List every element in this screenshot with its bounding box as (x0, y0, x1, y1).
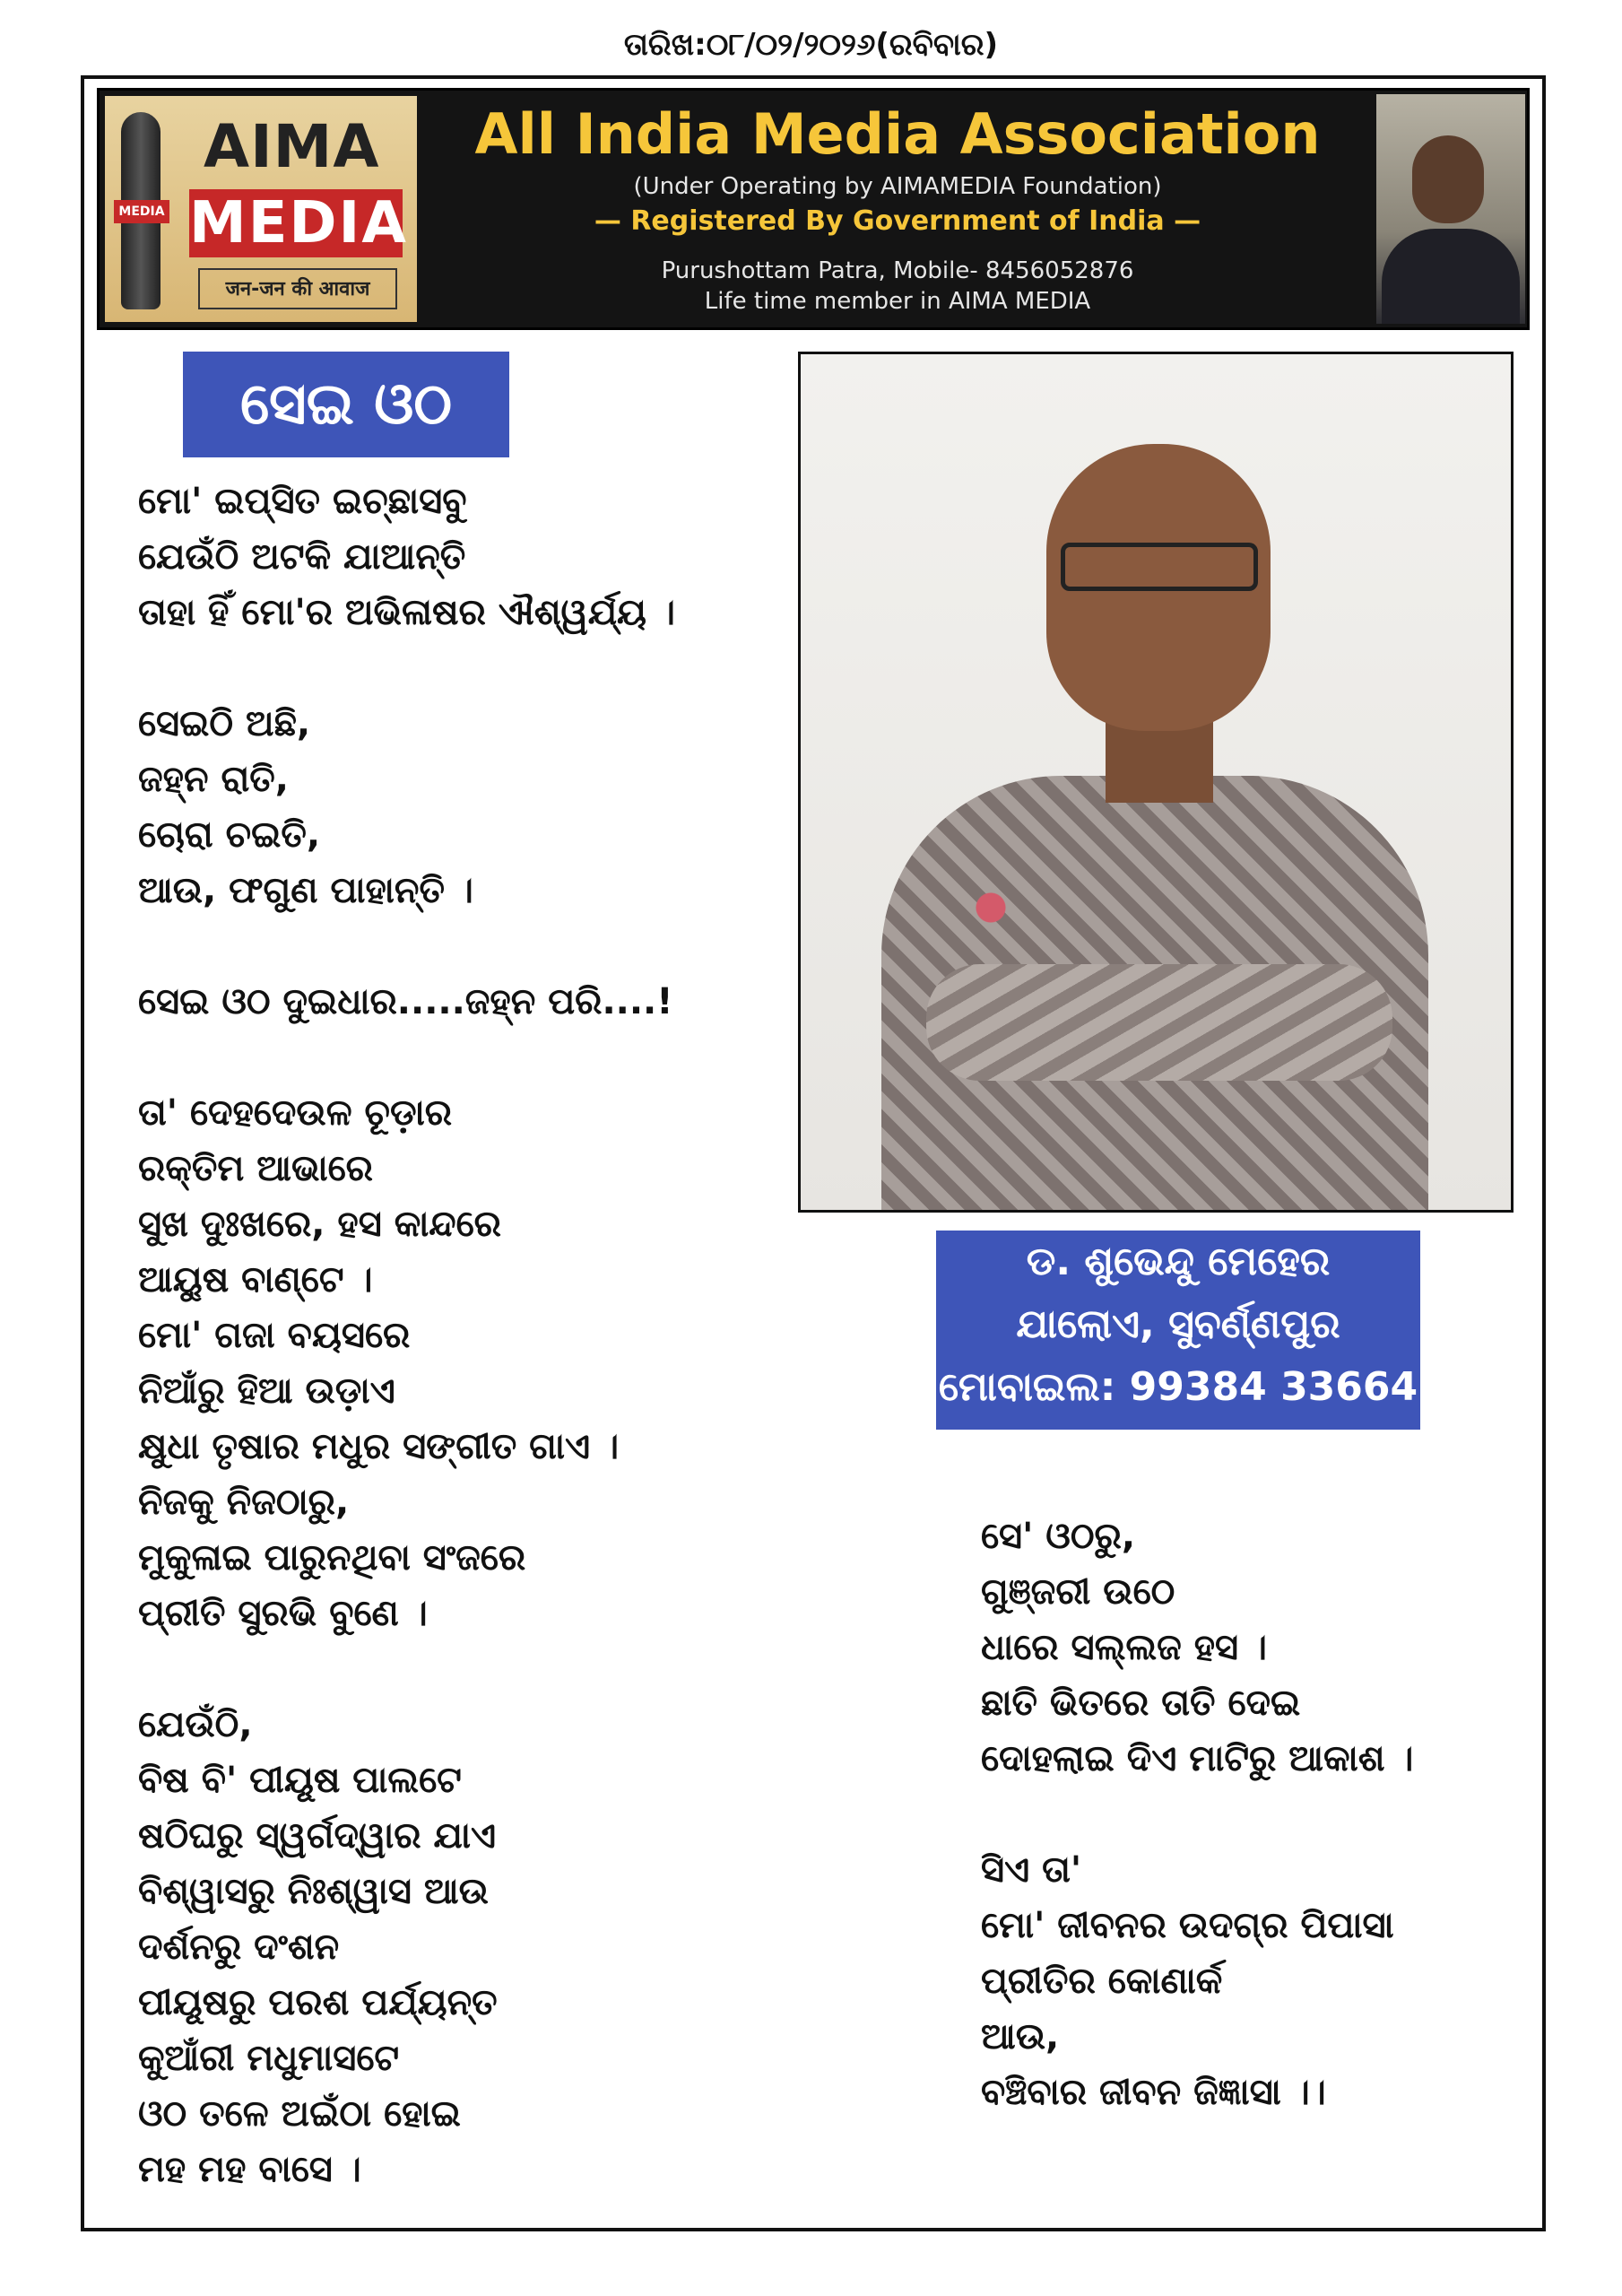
poem-line: ପୀୟୂଷରୁ ପରଶ ପର୍ଯ୍ୟନ୍ତ (138, 1982, 498, 2023)
poem-line: ମୋ' ଜୀବନର ଉଦଗ୍ର ପିପାସା (981, 1905, 1394, 1946)
poem-title: ସେଇ ଓଠ (183, 352, 509, 457)
poem-right-column (981, 1509, 1537, 2120)
poem-line: ଛାତି ଭିତରେ ତାତି ଦେଇ (981, 1683, 1301, 1724)
aima-banner (97, 88, 1530, 330)
banner-title: All India Media Association (474, 101, 1321, 167)
poem-line: ସେ' ଓଠରୁ, (981, 1516, 1136, 1557)
poem-line: ସେଇଠି ଅଛି, (138, 703, 311, 744)
poem-line: ବିଷ ବି' ପୀୟୂଷ ପାଲଟେ (138, 1760, 462, 1801)
mic-tag: MEDIA (114, 200, 169, 223)
stanza-break (981, 1787, 1537, 1842)
member-photo (1376, 94, 1525, 324)
poem-line: କ୍ଷୁଧା ତୃଷାର ମଧୁର ସଙ୍ଗୀତ ଗାଏ । (138, 1426, 620, 1467)
member-photo-body (1382, 229, 1520, 324)
banner-operating: (Under Operating by AIMAMEDIA Foundation) (633, 173, 1162, 200)
stanza-break (138, 1030, 766, 1085)
poem-line: ରକ୍ତିମ ଆଭାରେ (138, 1148, 373, 1189)
poem-line: ଧାରେ ସଲ୍ଲଜ ହସ । (981, 1627, 1268, 1668)
author-mobile: ମୋବାଇଲ: 99384 33664 (938, 1364, 1418, 1410)
stanza-break (138, 1641, 766, 1697)
poem-line: ସେଇ ଓଠ ଦୁଇଧାର.....ଜହ୍ନ ପରି....! (138, 981, 673, 1022)
poem-line: ଯେଉଁଠି ଅଟକି ଯାଆନ୍ତି (138, 536, 466, 578)
author-photo-glasses (1061, 543, 1258, 591)
stanza-break (138, 918, 766, 974)
poem-line: ଆୟୁଷ ବାଣ୍ଟେ । (138, 1259, 373, 1300)
poem-line: ଓଠ ତଳେ ଅଇଁଠା ହୋଇ (138, 2093, 461, 2135)
poem-line: ନିଆଁରୁ ହିଆ ଉଡ଼ାଏ (138, 1370, 395, 1412)
poem-line: ତାହା ହିଁ ମୋ'ର ଅଭିଳାଷର ଐଶ୍ୱର୍ଯ୍ୟ । (138, 592, 675, 633)
logo-tagline: जन-जन की आवाज (198, 268, 397, 309)
poem-line: ବଞ୍ଚିବାର ଜୀବନ ଜିଜ୍ଞାସା ।। (981, 2072, 1326, 2113)
logo-media-text: MEDIA (189, 190, 408, 257)
poem-line: ଦୋହଲାଇ ଦିଏ ମାଟିରୁ ଆକାଶ । (981, 1738, 1414, 1779)
poem-line: ଦର୍ଶନରୁ ଦଂଶନ (138, 1926, 340, 1968)
author-photo (798, 352, 1514, 1213)
author-info (936, 1231, 1420, 1430)
poem-line: ଯେଉଁଠି, (138, 1704, 253, 1745)
poem-line: ପ୍ରୀତିର କୋଣାର୍କ (981, 1961, 1223, 2002)
poem-line: ପ୍ରୀତି ସୁରଭି ବୁଣେ । (138, 1593, 428, 1634)
poem-line: ମୁକୁଳାଇ ପାରୁନଥିବା ସଂଜରେ (138, 1537, 526, 1578)
poem-line: ମୋ' ଇପ୍ସିତ ଇଚ୍ଛାସବୁ (138, 481, 467, 522)
poem-line: ଆଉ, ଫଗୁଣ ପାହାନ୍ତି । (138, 870, 473, 911)
author-photo-arms (926, 964, 1392, 1081)
logo-aima-text: AIMA (204, 112, 380, 181)
author-place: ଯାଲୋଏ, ସୁବର୍ଣ୍ଣପୁର (1016, 1301, 1340, 1347)
stanza-break (138, 640, 766, 696)
poem-line: ଆଉ, (981, 2016, 1060, 2057)
poem-line: ଷଠିଘରୁ ସ୍ୱର୍ଗଦ୍ୱାର ଯାଏ (138, 1815, 497, 1857)
date-line: ତାରିଖ:୦୮/୦୨/୨୦୨୬(ରବିବାର) (623, 27, 999, 63)
poem-line: କୁଆଁରୀ ମଧୁମାସଟେ (138, 2038, 400, 2079)
banner-member-line: Life time member in AIMA MEDIA (704, 288, 1091, 315)
poem-line: ସିଏ ତା' (981, 1849, 1082, 1891)
poem-line: ଗୁଞ୍ଜରୀ ଉଠେ (981, 1571, 1175, 1613)
aima-logo (105, 96, 417, 322)
poem-line: ବିଶ୍ୱାସରୁ ନିଃଶ୍ୱାସ ଆଉ (138, 1871, 489, 1912)
poem-line: ମହ ମହ ବାସେ । (138, 2149, 361, 2190)
poem-line: ସୁଖ ଦୁଃଖରେ, ହସ କାନ୍ଦରେ (138, 1204, 501, 1245)
banner-member-name: Purushottam Patra, Mobile- 8456052876 (661, 257, 1134, 284)
author-name: ଡ. ଶୁଭେନ୍ଦୁ ମେହେର (1026, 1239, 1331, 1284)
poem-line: ମୋ' ଗଜା ବୟସରେ (138, 1315, 411, 1356)
poem-line: ଜହ୍ନ ରାତି, (138, 759, 289, 800)
poem-line: ତା' ଦେହଦେଉଳ ଚୂଡ଼ାର (138, 1092, 453, 1134)
poem-line: ଚୋରା ଚଇତି, (138, 814, 321, 856)
poem-left-column (138, 474, 766, 2197)
poem-line: ନିଜକୁ ନିଜଠାରୁ, (138, 1482, 350, 1523)
member-photo-head (1412, 135, 1484, 223)
banner-registered: — Registered By Government of India — (594, 205, 1201, 237)
